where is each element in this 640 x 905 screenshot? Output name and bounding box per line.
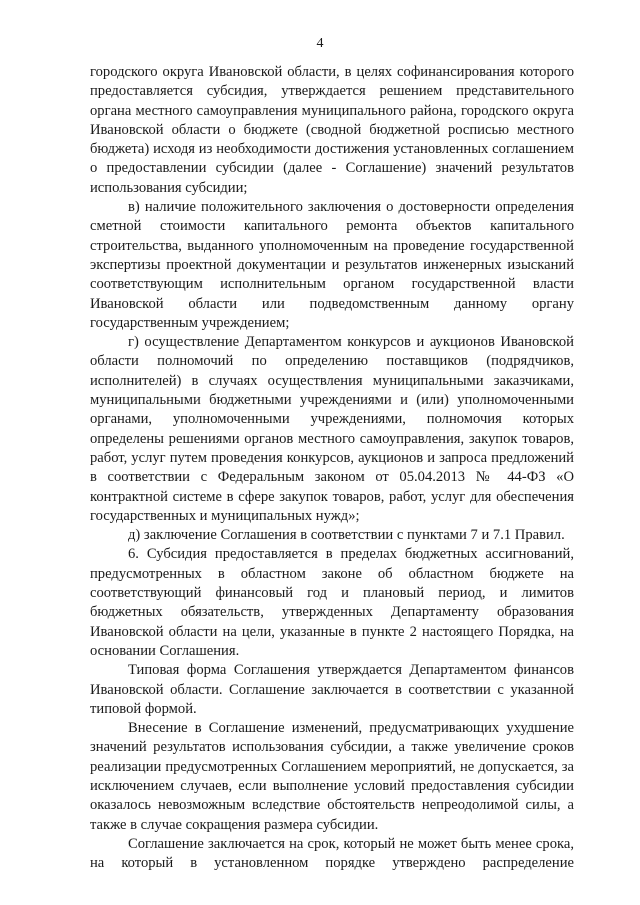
paragraph-continuation: городского округа Ивановской области, в целях софинансирования которого предоставляется субсидия, утверждается решением представительного органа местного самоуправления муниципального района, городского округа Ивановской области о бюджете (сводной бюджетной росписью местного бюджета) исходя из необходимости достижения установленных соглашением о предоставлении субсидии (далее - Соглашение) значений результатов использования субсидии; — [90, 64, 574, 196]
paragraph-standard-form: Типовая форма Соглашения утверждается Департаментом финансов Ивановской области. Соглашение заключается в соответствии с указанной типовой формой. — [90, 662, 574, 717]
paragraph-point-6: 6. Субсидия предоставляется в пределах бюджетных ассигнований, предусмотренных в областном законе об областном бюджете на соответствующий финансовый год и плановый период, и лимитов бюджетных обязательств, утвержденных Департаменту образования Ивановской области на цели, указанные в пункте 2 настоящего Порядка, на основании Соглашения. — [90, 546, 574, 659]
paragraph-amendments: Внесение в Соглашение изменений, предусматривающих ухудшение значений результатов использования субсидии, а также увеличение сроков реализации предусмотренных Соглашением мероприятий, не допускается, за исключением случаев, если выполнение условий предоставления субсидии оказалось невозможным вследствие обстоятельств непреодолимой силы, а также в случае сокращения размера субсидии. — [90, 720, 574, 833]
paragraph-item-g: г) осуществление Департаментом конкурсов и аукционов Ивановской области полномочий по определению поставщиков (подрядчиков, исполнителей) в случаях осуществления муниципальными заказчиками, муниципальными бюджетными учреждениями и (или) уполномоченными органами, уполномоченными учреждениями, полномочия которых определены решениями органов местного самоуправления, закупок товаров, работ, услуг путем проведения конкурсов, аукционов и запроса предложений в соответствии с Федеральным законом от 05.04.2013 № 44-ФЗ «О контрактной системе в сфере закупок товаров, работ, услуг для обеспечения государственных и муниципальных нужд»; — [90, 334, 574, 524]
paragraph-item-d: д) заключение Соглашения в соответствии с пунктами 7 и 7.1 Правил. — [128, 527, 565, 544]
document-body — [90, 63, 574, 873]
paragraph-agreement-term: Соглашение заключается на срок, который не может быть менее срока, на который в установленном порядке утверждено распределение — [90, 835, 574, 872]
paragraph-item-v: в) наличие положительного заключения о достоверности определения сметной стоимости капитального ремонта объектов капитального строительства, выданного уполномоченным на проведение государственной экспертизы проектной документации и результатов инженерных изысканий соответствующим исполнительным органом государственной власти Ивановской области или подведомственным данному органу государственным учреждением; — [90, 199, 574, 331]
page-number: 4 — [316, 36, 324, 51]
